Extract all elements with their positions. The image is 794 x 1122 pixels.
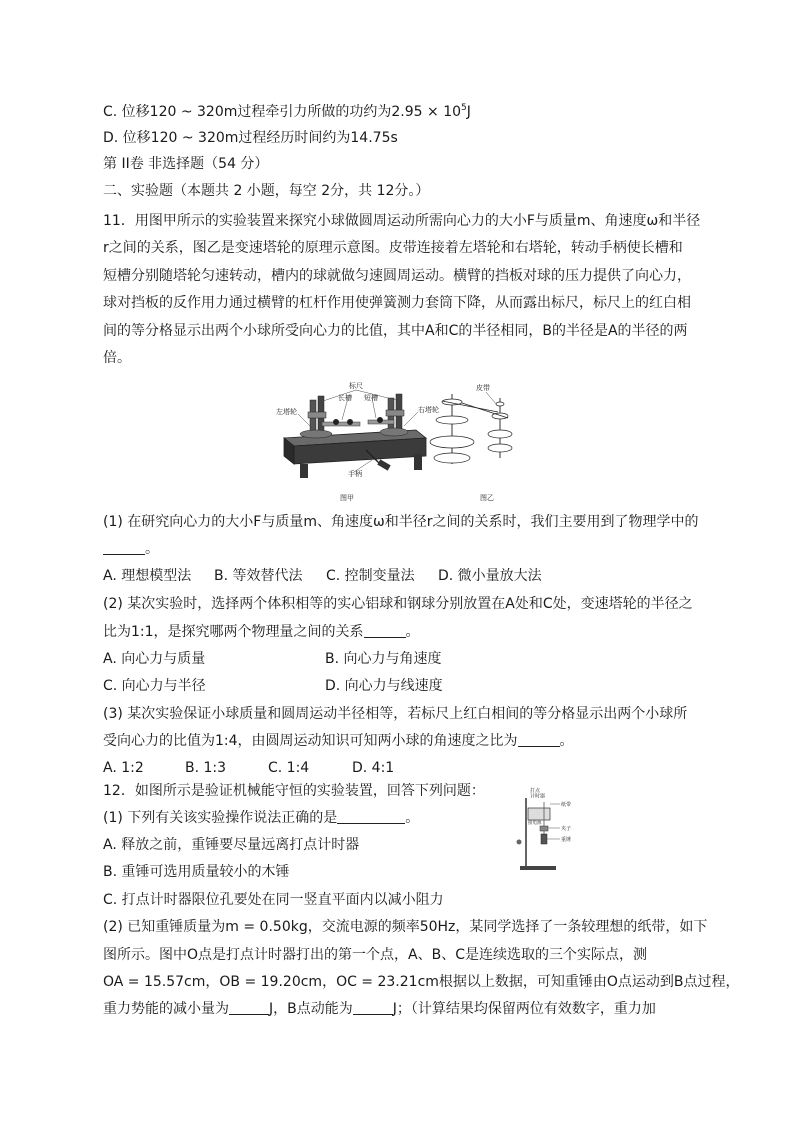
- q12-option-b[interactable]: B. 重锤可选用质量较小的木锤: [103, 864, 290, 880]
- section-heading: 二、实验题（本题共 2 小题，每空 2分，共 12分。）: [103, 183, 430, 199]
- label-ruler: 标尺: [349, 382, 363, 390]
- q10-option-c-text: C. 位移120 ~ 320m过程牵引力所做的功约为2.95 × 10: [103, 104, 462, 120]
- apparatus-figure: [276, 381, 439, 478]
- caption-jia: 图甲: [340, 494, 354, 502]
- q12-sub2-line1: (2) 已知重锤质量为m = 0.50kg，交流电源的频率50Hz，某同学选择了一条较理想的纸带，如下: [103, 919, 708, 935]
- option-d[interactable]: D. 向心力与线速度: [325, 678, 443, 694]
- label-handle: 手柄: [348, 470, 362, 478]
- q12-sub2-line4: [103, 999, 656, 1019]
- line-head: 比为1:1，是探究哪两个物理量之间的关系: [103, 624, 364, 640]
- option-c[interactable]: C. 控制变量法: [326, 568, 415, 584]
- label-long-groove: 长槽: [338, 394, 352, 402]
- label-b: B: [347, 413, 352, 420]
- label-tape: 纸带: [561, 802, 572, 808]
- option-d[interactable]: D. 微小量放大法: [438, 568, 542, 584]
- q11-sub1-line1: (1) 在研究向心力的大小F与质量m、角速度ω和半径r之间的关系时，我们主要用到了物理学中的: [103, 514, 699, 530]
- q12-sub2-line2: 图所示。图中O点是打点计时器打出的第一个点，A、B、C是连续选取的三个实际点，测: [103, 947, 647, 963]
- q11-sub1-options: [103, 566, 542, 586]
- label-a: A: [333, 413, 338, 420]
- q11-sub2-line2: [103, 622, 420, 642]
- q11-sub1-line2: [103, 539, 159, 559]
- option-c[interactable]: C. 向心力与半径: [103, 678, 206, 694]
- q11-stem-line: 11．用图甲所示的实验装置来探究小球做圆周运动所需向心力的大小F与质量m、角速度ω和半径: [103, 213, 701, 229]
- option-a[interactable]: A. 向心力与质量: [103, 651, 206, 667]
- caption-yi: 图乙: [480, 494, 494, 502]
- line-tail: J；（计算结果均保留两位有效数字，重力加: [392, 1001, 656, 1017]
- answer-blank[interactable]: [103, 540, 145, 555]
- punct: 。: [405, 624, 420, 640]
- label-short-groove: 短槽: [364, 394, 378, 402]
- line-head: 受向心力的比值为1:4，由圆周运动知识可知两小球的角速度之比为: [103, 733, 518, 749]
- option-b[interactable]: B. 向心力与角速度: [325, 651, 442, 667]
- q11-stem-line: 球对挡板的反作用力通过横臂的杠杆作用使弹簧测力套筒下降，从而露出标尺，标尺上的红白相: [103, 295, 691, 311]
- q12-sub1-line: [103, 808, 419, 828]
- pulley-diagram: [430, 383, 512, 464]
- option-b[interactable]: B. 1:3: [185, 760, 227, 776]
- punct: 。: [405, 810, 420, 826]
- q12-stem: 12．如图所示是验证机械能守恒的实验装置，回答下列问题：: [103, 783, 485, 799]
- answer-blank[interactable]: [229, 1000, 269, 1015]
- line-mid: J，B点动能为: [269, 1001, 353, 1017]
- answer-blank[interactable]: [518, 732, 560, 747]
- option-b[interactable]: B. 等效替代法: [214, 568, 303, 584]
- option-a[interactable]: A. 理想模型法: [103, 568, 192, 584]
- line-head: (1) 下列有关该实验操作说法正确的是: [103, 810, 338, 826]
- label-clip: 夹子: [561, 826, 572, 832]
- answer-blank[interactable]: [364, 623, 406, 638]
- label-belt: 皮带: [476, 384, 490, 392]
- q12-figure: [514, 788, 586, 872]
- label-right-wheel: 右塔轮: [418, 406, 439, 414]
- q11-stem-line: 短槽分别随塔轮匀速转动，槽内的球就做匀速圆周运动。横臂的挡板对球的压力提供了向心力，: [103, 268, 691, 284]
- punct: 。: [559, 733, 574, 749]
- q11-sub3-options: [103, 758, 394, 778]
- part2-heading: 第 II卷 非选择题（54 分）: [103, 156, 269, 172]
- label-left-wheel: 左塔轮: [276, 408, 297, 416]
- q11-sub2-options-row2: [103, 676, 443, 696]
- q11-stem-line: 间的等分格显示出两个小球所受向心力的比值，其中A和C的半径相同，B的半径是A的半径的两: [103, 323, 688, 339]
- exponent: 5: [461, 103, 467, 113]
- q11-sub2-options-row1: [103, 649, 442, 669]
- option-d[interactable]: D. 4:1: [352, 760, 395, 776]
- line-head: 重力势能的减小量为: [103, 1001, 229, 1017]
- q11-sub3-line1: (3) 某次实验保证小球质量和圆周运动半径相等，若标尺上红白相间的等分格显示出两个小球所: [103, 706, 688, 722]
- label-weight: 重锤: [561, 837, 572, 843]
- label-power: 接电源: [528, 821, 542, 826]
- q12-option-c[interactable]: C. 打点计时器限位孔要处在同一竖直平面内以减小阻力: [103, 892, 444, 908]
- unit: J: [466, 104, 471, 120]
- label-timer: 打点计时器: [530, 788, 546, 800]
- option-c[interactable]: C. 1:4: [268, 760, 310, 776]
- q11-sub2-line1: (2) 某次实验时，选择两个体积相等的实心铝球和钢球分别放置在A处和C处，变速塔轮的半径之: [103, 596, 693, 612]
- q12-option-a[interactable]: A. 释放之前，重锤要尽量远离打点计时器: [103, 837, 360, 853]
- option-a[interactable]: A. 1:2: [103, 760, 144, 776]
- q11-stem-line: 倍。: [103, 350, 131, 366]
- answer-blank[interactable]: [337, 809, 405, 824]
- q11-sub3-line2: [103, 731, 574, 751]
- q12-sub2-line3: OA = 15.57cm，OB = 19.20cm，OC = 23.21cm根据以上数据，可知重锤由O点运动到B点过程，: [103, 974, 740, 990]
- q11-stem-line: r之间的关系，图乙是变速塔轮的原理示意图。皮带连接着左塔轮和右塔轮，转动手柄使长槽和: [103, 240, 683, 256]
- punct: 。: [145, 541, 159, 557]
- answer-blank[interactable]: [353, 1000, 393, 1015]
- q11-figure: [276, 378, 528, 504]
- q10-option-c: [103, 102, 471, 122]
- q10-option-d: D. 位移120 ~ 320m过程经历时间约为14.75s: [103, 130, 398, 146]
- label-c: C: [377, 411, 382, 418]
